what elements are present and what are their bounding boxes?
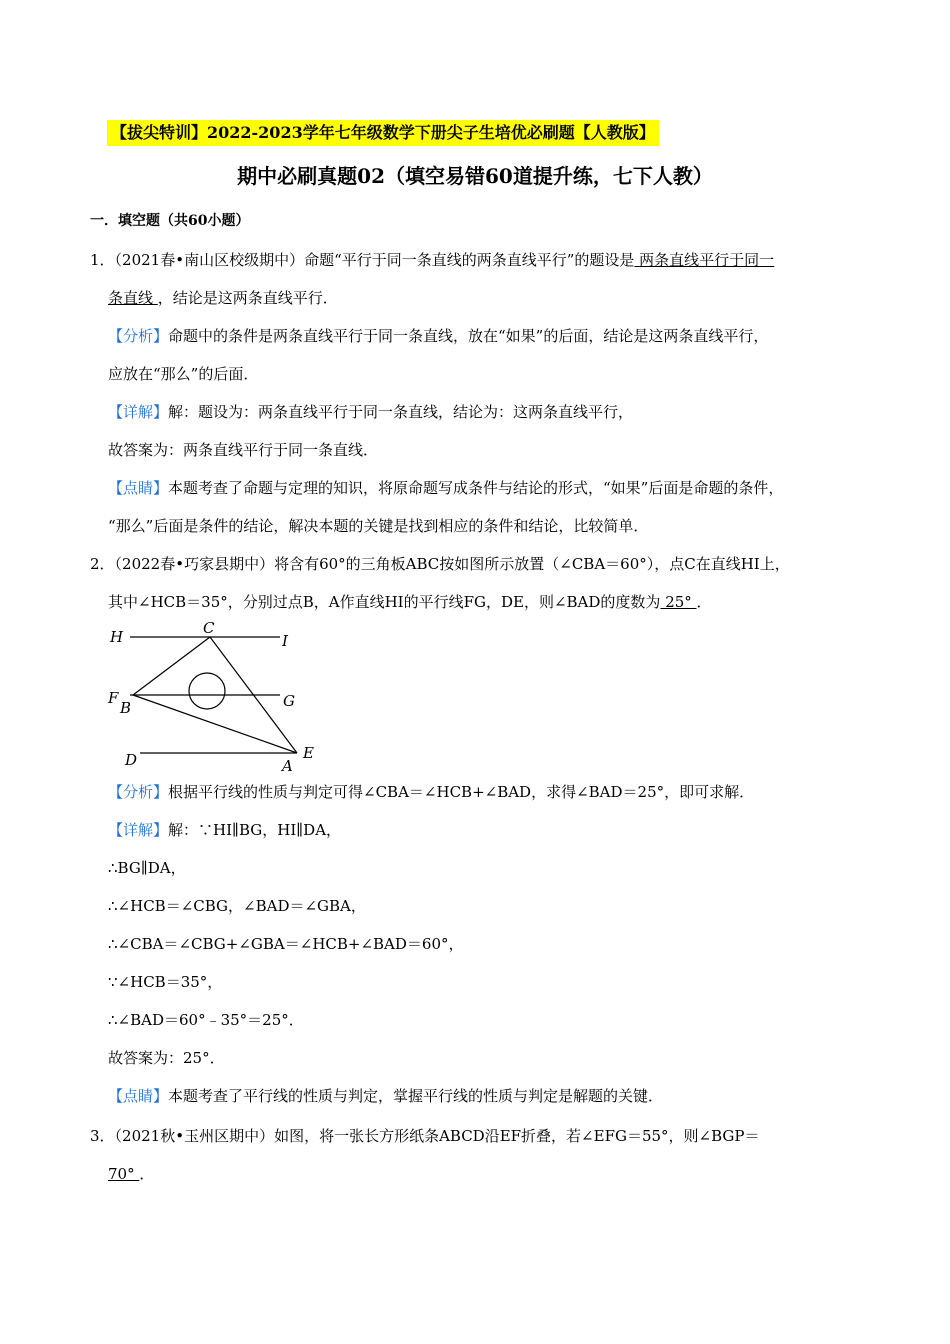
q1-stem-end: ，结论是这两条直线平行．	[157, 289, 338, 307]
q1-stem: 1．（2021春•南山区校级期中）命题“平行于同一条直线的两条直线平行”的题设是	[90, 251, 635, 269]
detail-tag: 【详解】	[108, 403, 169, 421]
label-g: G	[283, 692, 295, 710]
triangle-figure	[100, 615, 330, 780]
q1-detail-text: 解：题设为：两条直线平行于同一条直线，结论为：这两条直线平行，	[168, 403, 634, 421]
analysis-tag: 【分析】	[108, 783, 169, 801]
q2-comment	[108, 1084, 663, 1108]
q1-analysis-text: 命题中的条件是两条直线平行于同一条直线，放在“如果”的后面，结论是这两条直线平行，	[168, 327, 769, 345]
comment-tag: 【点睛】	[108, 479, 169, 497]
label-f: F	[108, 689, 119, 707]
q2-line-1: 2．（2022春•巧家县期中）将含有60°的三角板ABC按如图所示放置（∠CBA＝60°），点C在直线HI上，	[90, 555, 790, 573]
label-e: E	[303, 744, 314, 762]
q1-detail-2: 故答案为：两条直线平行于同一条直线．	[108, 441, 379, 459]
q2-stem: 其中∠HCB＝35°，分别过点B，A作直线HI的平行线FG，DE，则∠BAD的度数为	[108, 593, 661, 611]
triangle-hole	[189, 673, 225, 709]
q1-analysis-2: 应放在“那么”的后面．	[108, 365, 259, 383]
section-heading: 一．填空题（共60小题）	[90, 213, 250, 229]
q1-detail	[108, 400, 633, 424]
q1-comment-2: “那么”后面是条件的结论，解决本题的关键是找到相应的条件和结论，比较简单．	[108, 517, 649, 535]
q1-line-1	[90, 248, 774, 272]
label-i: I	[282, 632, 288, 650]
q1-comment	[108, 476, 783, 500]
q1-analysis	[108, 324, 768, 348]
q2-detail-line: 故答案为：25°．	[108, 1049, 225, 1067]
q2-detail-line: ∵∠HCB＝35°，	[108, 973, 223, 991]
q1-comment-text: 本题考查了命题与定理的知识，将原命题写成条件与结论的形式，“如果”后面是命题的条件，	[168, 479, 784, 497]
series-banner: 【拔尖特训】2022-2023学年七年级数学下册尖子生培优必刷题【人教版】	[107, 120, 659, 146]
q2-detail-line: ∴∠BAD＝60°﹣35°＝25°．	[108, 1011, 304, 1029]
q2-comment-text: 本题考查了平行线的性质与判定，掌握平行线的性质与判定是解题的关键．	[168, 1087, 664, 1105]
q2-analysis-text: 根据平行线的性质与判定可得∠CBA＝∠HCB+∠BAD，求得∠BAD＝25°，即可求解．	[168, 783, 755, 801]
label-c: C	[203, 619, 215, 637]
side-ba	[133, 695, 297, 753]
q2-detail	[108, 818, 341, 842]
page-title: 期中必刷真题02（填空易错60道提升练，七下人教）	[237, 164, 713, 188]
label-b: B	[120, 699, 132, 717]
side-cb	[133, 637, 210, 695]
q2-line-2	[108, 590, 712, 614]
label-a: A	[282, 757, 293, 775]
q2-detail-line: ∴∠HCB＝∠CBG，∠BAD＝∠GBA，	[108, 897, 366, 915]
q3-answer: 70°	[108, 1165, 140, 1183]
detail-tag: 【详解】	[108, 821, 169, 839]
q2-answer: 25°	[660, 593, 697, 611]
q1-answer-part-2: 条直线	[108, 289, 158, 307]
q1-line-2	[108, 286, 338, 310]
q2-detail-line: ∴∠CBA＝∠CBG+∠GBA＝∠HCB+∠BAD＝60°，	[108, 935, 464, 953]
q2-detail-line: 解：∵HI∥BG，HI∥DA，	[168, 821, 342, 839]
q1-answer-part-1: 两条直线平行于同一	[634, 251, 775, 269]
q2-detail-line: ∴BG∥DA，	[108, 859, 186, 877]
analysis-tag: 【分析】	[108, 327, 169, 345]
q3-line-1: 3．（2021秋•玉州区期中）如图，将一张长方形纸条ABCD沿EF折叠，若∠EFG＝55°，则∠BGP＝	[90, 1127, 760, 1145]
q2-analysis	[108, 780, 754, 804]
q3-line-2	[108, 1162, 154, 1186]
q3-stem-end: ．	[139, 1165, 155, 1183]
q2-stem-end: ．	[696, 593, 712, 611]
comment-tag: 【点睛】	[108, 1087, 169, 1105]
label-h: H	[110, 628, 124, 646]
label-d: D	[125, 751, 138, 769]
